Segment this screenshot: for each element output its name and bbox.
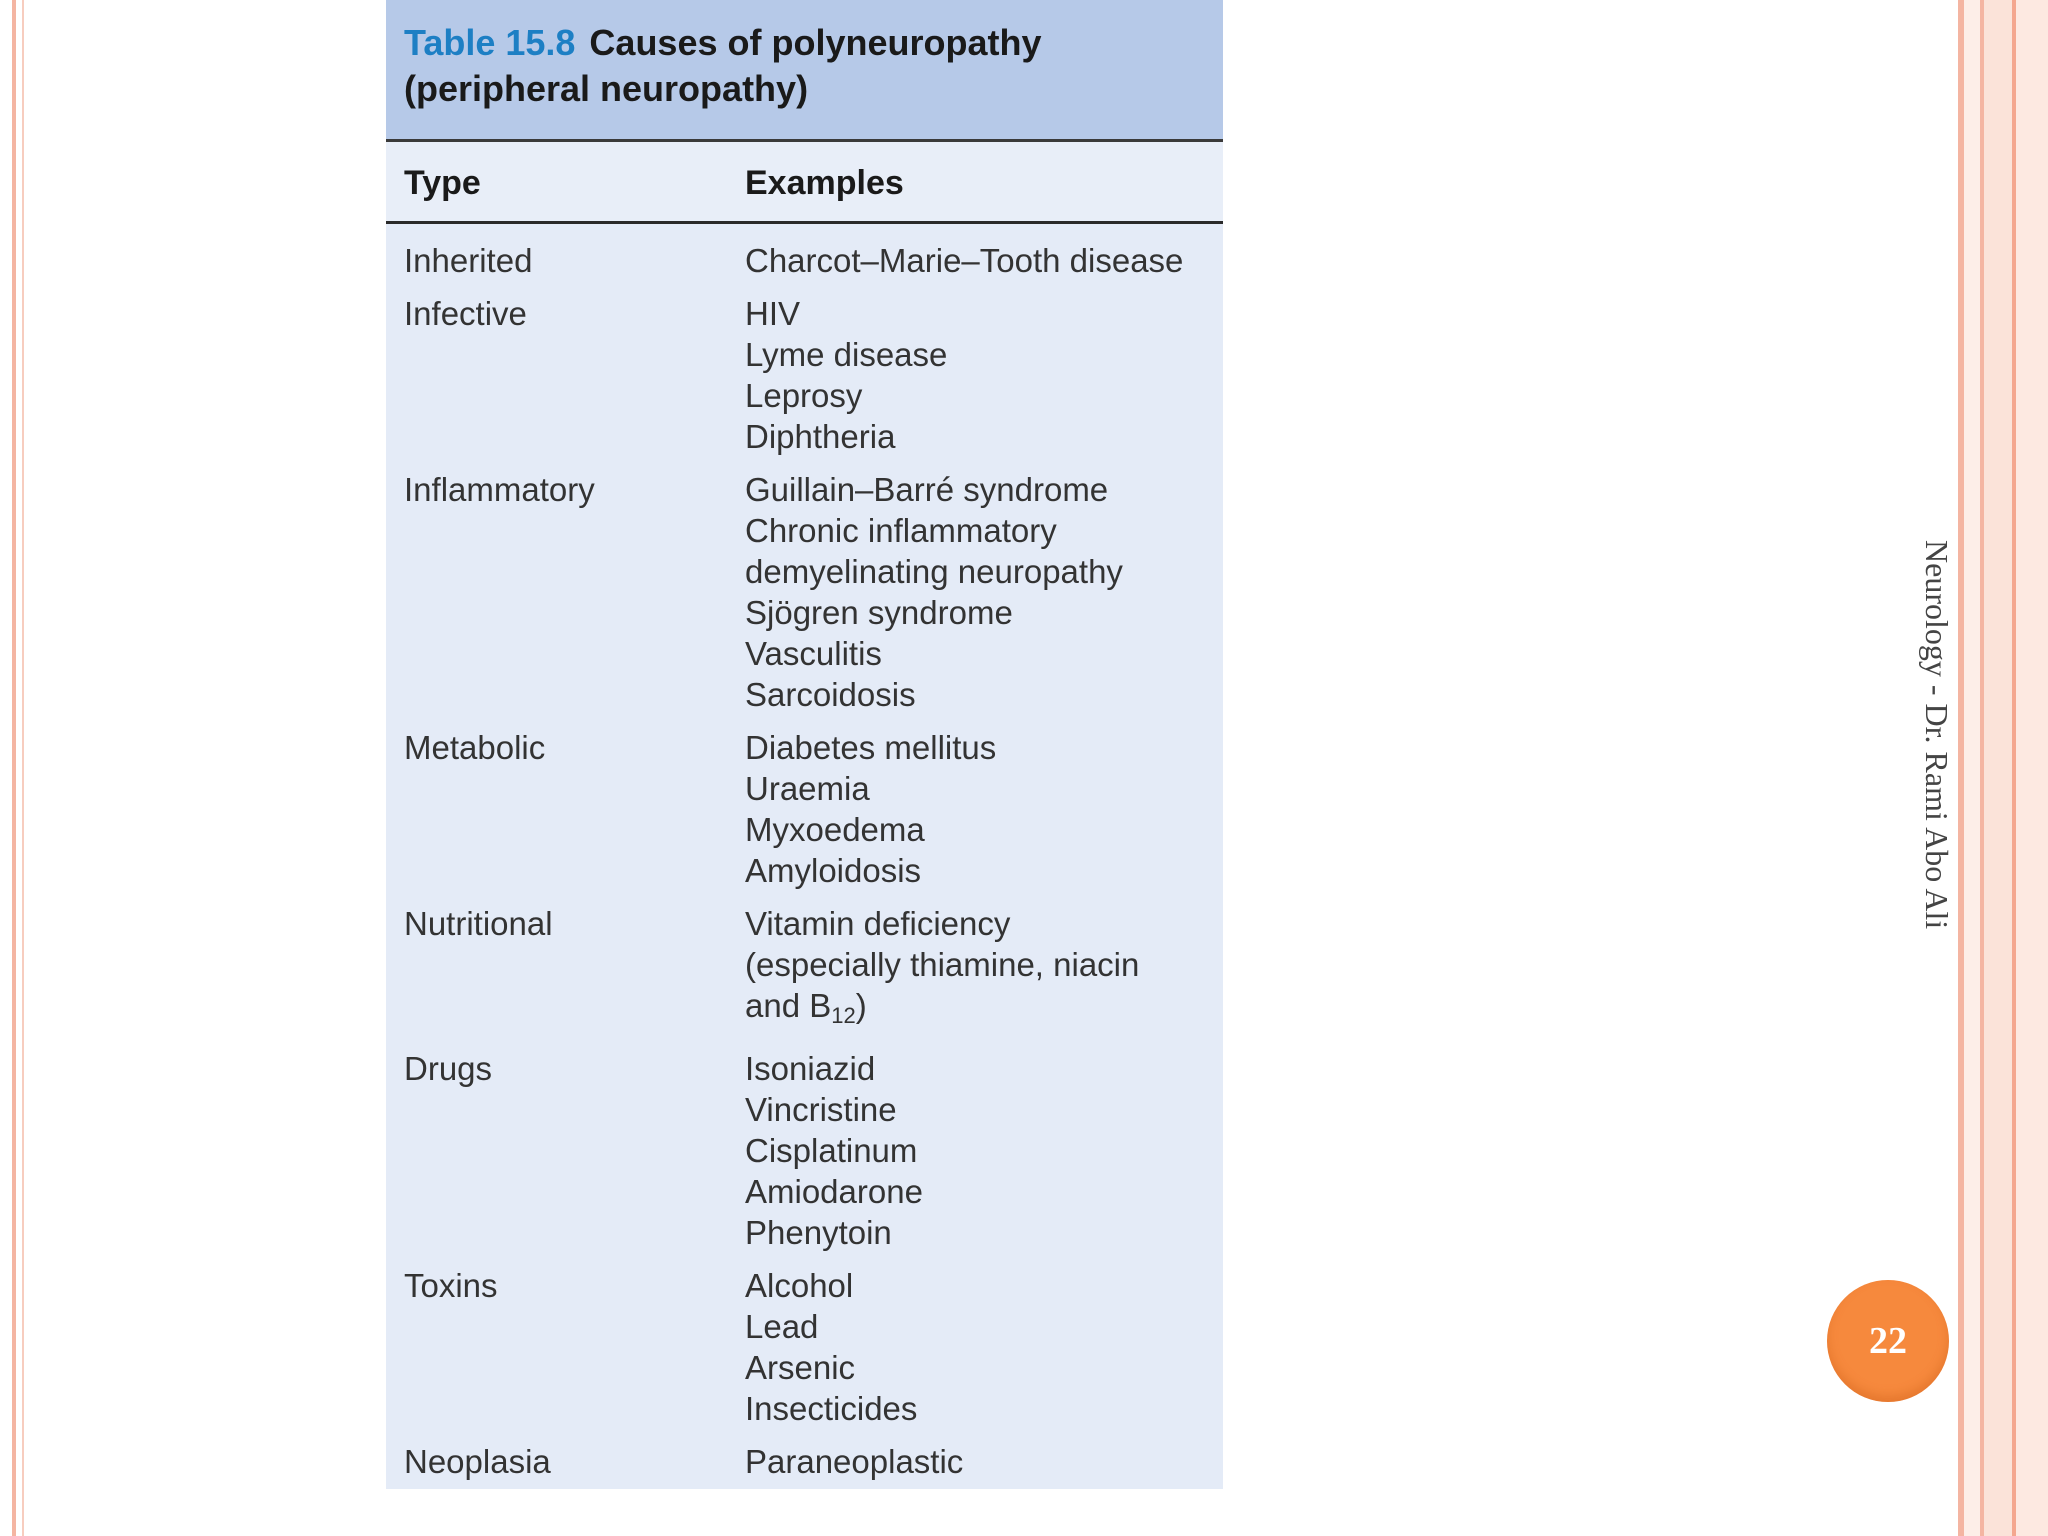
example-item: Chronic inflammatory xyxy=(745,512,1057,549)
row-examples xyxy=(745,903,1215,1036)
column-header-row xyxy=(386,142,1223,224)
table-row xyxy=(386,903,1223,1036)
row-examples xyxy=(745,469,1215,715)
example-item: Paraneoplastic xyxy=(745,1443,964,1480)
example-item: Sarcoidosis xyxy=(745,676,916,713)
example-item: Vasculitis xyxy=(745,635,882,672)
example-item: Insecticides xyxy=(745,1390,918,1427)
example-item: Amiodarone xyxy=(745,1173,923,1210)
footer-text: Neurology - Dr. Rami Abo Ali xyxy=(1919,540,1955,930)
example-item: Amyloidosis xyxy=(745,852,922,889)
row-type: Infective xyxy=(404,295,527,332)
example-item: Guillain–Barré syndrome xyxy=(745,471,1109,508)
example-item: Phenytoin xyxy=(745,1214,892,1251)
frame-right-stripe xyxy=(2016,0,2048,1536)
table-title-line1: Causes of polyneuropathy xyxy=(589,22,1042,63)
row-type: Nutritional xyxy=(404,905,553,942)
table-row xyxy=(386,293,1223,457)
table-row xyxy=(386,469,1223,715)
table-title xyxy=(404,20,1204,112)
row-examples xyxy=(745,293,1215,457)
row-examples xyxy=(745,240,1215,281)
table-row xyxy=(386,727,1223,891)
table-number: Table 15.8 xyxy=(404,22,576,63)
row-examples xyxy=(745,1265,1215,1429)
example-item: Vincristine xyxy=(745,1091,897,1128)
row-type: Toxins xyxy=(404,1267,498,1304)
table-header xyxy=(386,0,1223,142)
row-type: Neoplasia xyxy=(404,1443,551,1480)
frame-right-stripe xyxy=(1964,0,1980,1536)
table-body xyxy=(386,240,1223,1489)
table-row xyxy=(386,240,1223,281)
polyneuropathy-table xyxy=(386,0,1223,1489)
frame-right-stripe xyxy=(1984,0,2012,1536)
column-header-type: Type xyxy=(404,164,481,202)
frame-left-border xyxy=(12,0,16,1536)
row-examples xyxy=(745,1441,1215,1482)
example-item: Lead xyxy=(745,1308,819,1345)
example-text: ) xyxy=(855,987,867,1024)
example-item: Arsenic xyxy=(745,1349,856,1386)
table-row xyxy=(386,1265,1223,1429)
example-item: demyelinating neuropathy xyxy=(745,553,1123,590)
page-number-badge xyxy=(1827,1280,1949,1402)
example-item: Lyme disease xyxy=(745,336,948,373)
row-type: Inherited xyxy=(404,242,533,279)
example-item: Myxoedema xyxy=(745,811,925,848)
example-item: Uraemia xyxy=(745,770,870,807)
example-item xyxy=(745,985,1215,1036)
example-item: Diabetes mellitus xyxy=(745,729,997,766)
row-type: Inflammatory xyxy=(404,471,595,508)
example-item: Vitamin deficiency xyxy=(745,905,1011,942)
example-item: HIV xyxy=(745,295,801,332)
example-item: Cisplatinum xyxy=(745,1132,918,1169)
page-number: 22 xyxy=(1869,1320,1907,1362)
example-item: Leprosy xyxy=(745,377,863,414)
table-row xyxy=(386,1048,1223,1253)
example-item: (especially thiamine, niacin xyxy=(745,946,1140,983)
frame-left-inner-border xyxy=(22,0,24,1536)
example-item: Charcot–Marie–Tooth disease xyxy=(745,242,1184,279)
table-title-line2: (peripheral neuropathy) xyxy=(404,68,809,109)
example-item: Isoniazid xyxy=(745,1050,876,1087)
row-examples xyxy=(745,1048,1215,1253)
example-text: and B xyxy=(745,987,832,1024)
example-item: Sjögren syndrome xyxy=(745,594,1013,631)
row-type: Drugs xyxy=(404,1050,493,1087)
example-subscript: 12 xyxy=(831,1003,856,1028)
example-item: Diphtheria xyxy=(745,418,896,455)
table-row xyxy=(386,1441,1223,1482)
example-item: Alcohol xyxy=(745,1267,854,1304)
row-examples xyxy=(745,727,1215,891)
column-header-examples: Examples xyxy=(745,164,904,202)
row-type: Metabolic xyxy=(404,729,546,766)
